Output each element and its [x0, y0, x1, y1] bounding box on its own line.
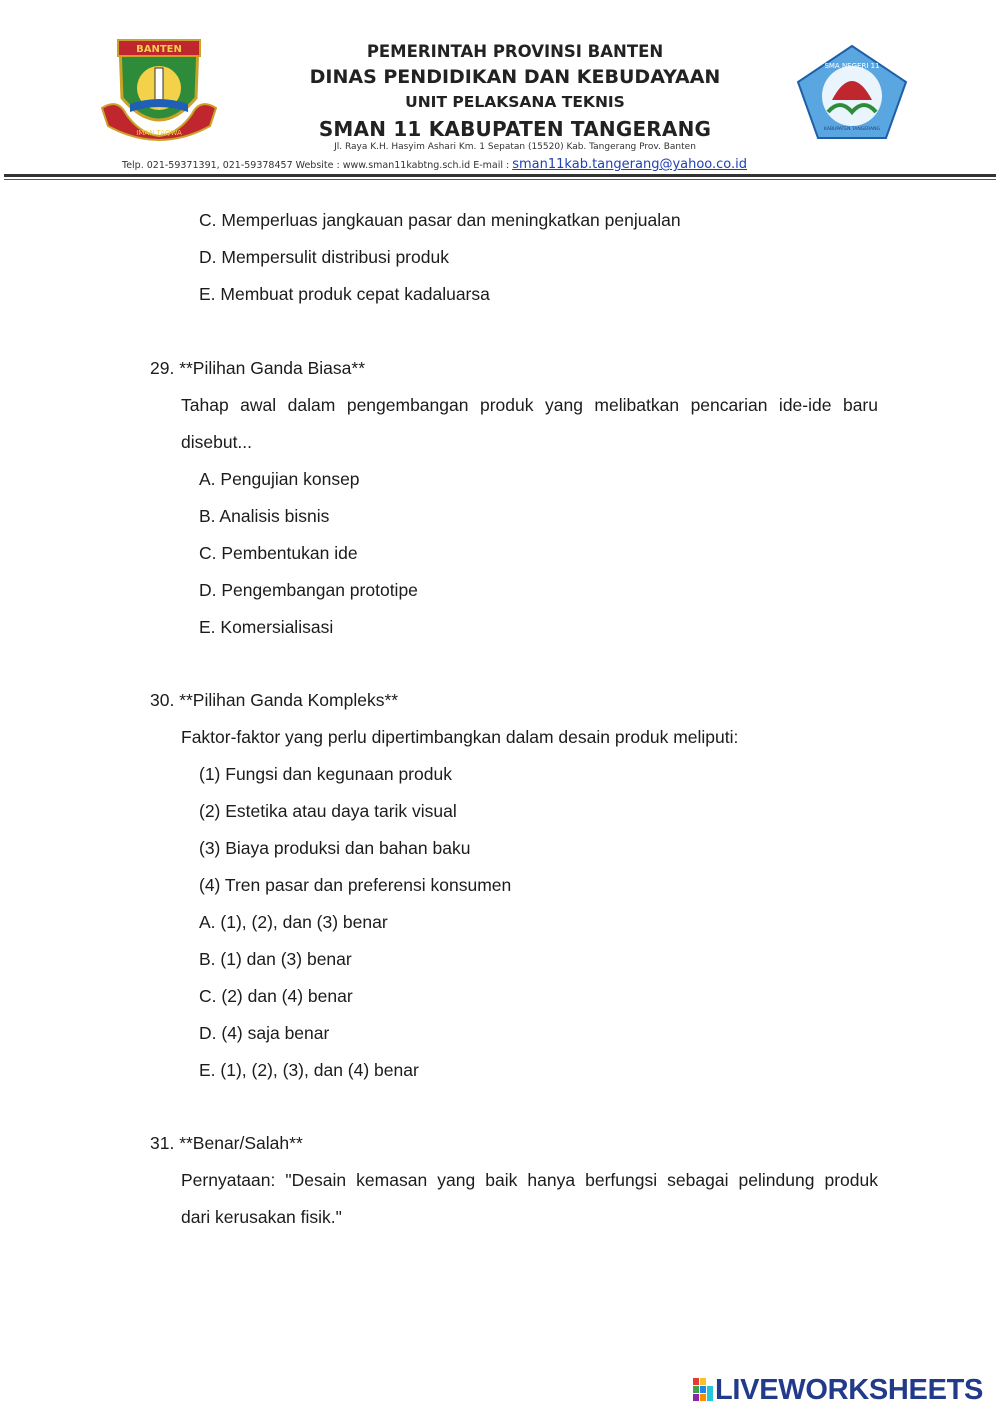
- logo-banten-title: BANTEN: [136, 44, 182, 55]
- q30-statement-4: (4) Tren pasar dan preferensi konsumen: [199, 875, 512, 895]
- q29-option-d[interactable]: D. Pengembangan prototipe: [199, 580, 418, 600]
- letterhead-address: Jl. Raya K.H. Hasyim Ashari Km. 1 Sepatan (15520) Kab. Tangerang Prov. Banten: [334, 142, 696, 152]
- q31-stem-line2: dari kerusakan fisik.": [181, 1207, 342, 1227]
- q30-option-d[interactable]: D. (4) saja benar: [199, 1023, 330, 1043]
- q29-option-b[interactable]: B. Analisis bisnis: [199, 506, 330, 526]
- logo-banten-motto: IMAN TAQWA: [136, 129, 182, 137]
- q29-heading: 29. **Pilihan Ganda Biasa**: [150, 358, 366, 378]
- q29-option-e[interactable]: E. Komersialisasi: [199, 617, 334, 637]
- sman11-school-logo: [792, 42, 912, 142]
- q29-stem-line2: disebut...: [181, 432, 253, 452]
- liveworksheets-wordmark: LIVEWORKSHEETS: [715, 1374, 984, 1406]
- contact-phone-website: Telp. 021-59371391, 021-59378457 Website : www.sman11kabtng.sch.id E-mail :: [122, 160, 513, 171]
- letterhead-rule-thin: [4, 179, 996, 180]
- q30-heading: 30. **Pilihan Ganda Kompleks**: [150, 690, 399, 710]
- q30-statement-1: (1) Fungsi dan kegunaan produk: [199, 764, 452, 784]
- liveworksheets-brand[interactable]: [693, 1374, 993, 1408]
- q30-option-c[interactable]: C. (2) dan (4) benar: [199, 986, 353, 1006]
- q30-option-a[interactable]: A. (1), (2), dan (3) benar: [199, 912, 388, 932]
- q30-option-e[interactable]: E. (1), (2), (3), dan (4) benar: [199, 1060, 419, 1080]
- letterhead-government: PEMERINTAH PROVINSI BANTEN: [366, 42, 664, 61]
- prev-option-c[interactable]: C. Memperluas jangkauan pasar dan meningkatkan penjualan: [199, 210, 681, 230]
- letterhead-rule-thick: [4, 174, 996, 177]
- q29-stem-line1: Tahap awal dalam pengembangan produk yang melibatkan pencarian ide-ide baru: [181, 395, 878, 415]
- q31-heading: 31. **Benar/Salah**: [150, 1133, 303, 1153]
- letterhead-contact: [122, 157, 902, 172]
- letterhead: [0, 0, 1000, 186]
- q30-statement-3: (3) Biaya produksi dan bahan baku: [199, 838, 471, 858]
- letterhead-school-name: SMAN 11 KABUPATEN TANGERANG: [318, 117, 712, 141]
- liveworksheets-logo-icon: [693, 1378, 713, 1402]
- prev-option-d[interactable]: D. Mempersulit distribusi produk: [199, 247, 449, 267]
- prev-option-e[interactable]: E. Membuat produk cepat kadaluarsa: [199, 284, 490, 304]
- banten-province-logo: [100, 38, 218, 146]
- q30-statement-2: (2) Estetika atau daya tarik visual: [199, 801, 457, 821]
- q29-option-a[interactable]: A. Pengujian konsep: [199, 469, 360, 489]
- letterhead-department: DINAS PENDIDIKAN DAN KEBUDAYAAN: [309, 66, 721, 88]
- q30-stem: Faktor-faktor yang perlu dipertimbangkan dalam desain produk meliputi:: [181, 727, 739, 747]
- logo-sma-title: SMA NEGERI 11: [824, 62, 880, 70]
- q30-option-b[interactable]: B. (1) dan (3) benar: [199, 949, 352, 969]
- contact-email-link[interactable]: sman11kab.tangerang@yahoo.co.id: [512, 157, 748, 172]
- q29-option-c[interactable]: C. Pembentukan ide: [199, 543, 358, 563]
- letterhead-unit: UNIT PELAKSANA TEKNIS: [405, 93, 625, 111]
- logo-sma-subtitle: KABUPATEN TANGERANG: [824, 127, 880, 132]
- q31-stem-line1: Pernyataan: "Desain kemasan yang baik hanya berfungsi sebagai pelindung produk: [181, 1170, 878, 1190]
